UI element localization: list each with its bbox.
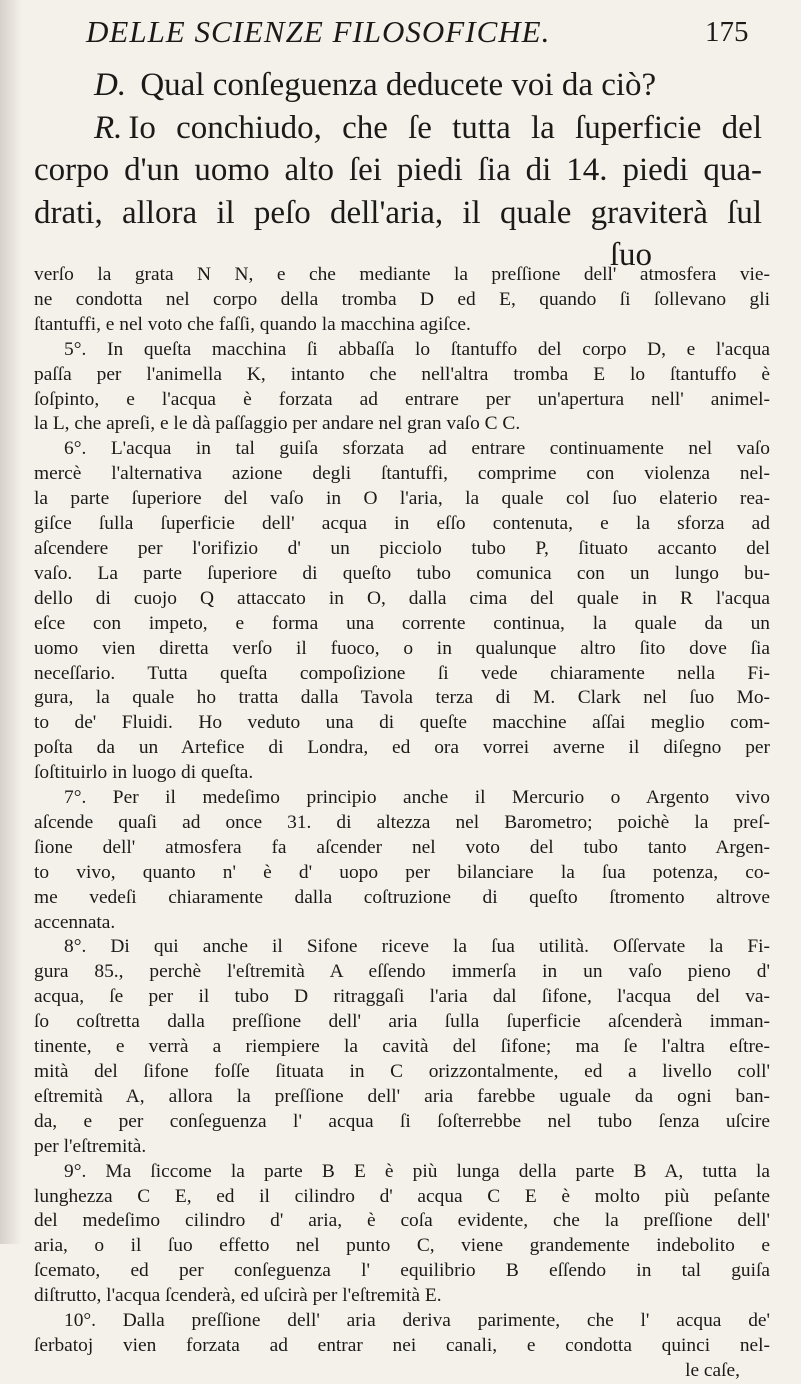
question-speaker: D. — [94, 67, 127, 103]
text-line: poſta da un Artefice di Londra, ed ora vorrei averne il diſegno per — [34, 737, 770, 759]
text-line: da, e per conſeguenza l' acqua ſi ſoſterrebbe nel tubo ſenza uſcire — [34, 1110, 770, 1132]
question-line — [34, 64, 762, 107]
answer-line: drati, allora il peſo dell'aria, il quale graviterà ſul — [34, 194, 762, 231]
paragraph-9 — [34, 1160, 770, 1309]
text-line: giſce ſulla ſuperficie dell' acqua in eſſo contenuta, e la sforza ad — [34, 513, 770, 535]
text-line: neceſſario. Tutta queſta compoſizione ſi vede chiaramente nella Fi- — [34, 662, 770, 684]
paragraph-5 — [34, 338, 770, 438]
text-line: mercè l'alternativa azione degli ſtantuffi, comprime con violenza nel- — [34, 463, 770, 485]
text-line: ſcemato, ed per conſeguenza l' equilibrio B eſſendo in tal guiſa — [34, 1260, 770, 1282]
text-line: 10°. Dalla preſſione dell' aria deriva parimente, che l' acqua de' — [64, 1310, 770, 1332]
text-line: ſoſtituirlo in luogo di queſta. — [34, 762, 254, 784]
text-line: gura, la quale ho tratta dalla Tavola terza di M. Clark nel ſuo Mo- — [34, 687, 770, 709]
text-line: 9°. Ma ſiccome la parte B E è più lunga della parte B A, tutta la — [64, 1160, 770, 1182]
paragraph-6 — [34, 437, 770, 786]
text-line: aſcende quaſi ad once 31. di altezza nel Barometro; poichè la preſ- — [34, 811, 770, 833]
text-line: gura 85., perchè l'eſtremità A eſſendo immerſa in un vaſo pieno d' — [34, 961, 770, 983]
answer-line: corpo d'un uomo alto ſei piedi ſia di 14. piedi qua- — [34, 152, 762, 188]
page-gutter-shadow — [0, 0, 22, 1244]
text-line: aria, o il ſuo effetto nel punto C, viene grandemente indebolito e — [34, 1235, 770, 1257]
text-line: ſo coſtretta dalla preſſione dell' aria ſulla ſuperficie aſcenderà imman- — [34, 1011, 770, 1033]
footer-catchword: le caſe, — [685, 1359, 740, 1381]
body-text — [34, 263, 770, 1384]
question-text: Qual conſeguenza deducete voi da ciò? — [140, 67, 657, 103]
text-line: 7°. Per il medeſimo principio anche il Mercurio o Argento vivo — [64, 787, 770, 809]
text-line: accennata. — [34, 911, 116, 933]
dialogue-catchword: ſuo — [609, 237, 652, 273]
text-line: eſce con impeto, e forma una corrente continua, la quale da un — [34, 612, 770, 634]
text-line: to vivo, quanto n' è d' uopo per bilanciare la ſua potenza, co- — [34, 861, 770, 883]
text-line: 5°. In queſta macchina ſi abbaſſa lo ſtantuffo del corpo D, e l'acqua — [64, 338, 770, 360]
dialogue-block — [34, 64, 762, 277]
text-line: vaſo. La parte ſuperiore di queſto tubo comunica con un lungo bu- — [34, 562, 770, 584]
text-line: paſſa per l'animella K, intanto che nell'altra tromba E lo ſtantuffo è — [34, 363, 770, 385]
text-line: la parte ſuperiore del vaſo in O l'aria, la quale col ſuo elaterio rea- — [34, 488, 770, 510]
answer-line: R. Io conchiudo, che ſe tutta la ſuperficie del — [94, 109, 762, 146]
page-header — [0, 14, 801, 54]
text-line: 8°. Di qui anche il Sifone riceve la ſua utilità. Oſſervate la Fi- — [64, 936, 770, 958]
page-number: 175 — [705, 16, 749, 48]
paragraph-8 — [34, 935, 770, 1159]
answer-paragraph — [34, 107, 762, 235]
text-line: to de' Fluidi. Ho veduto una di queſte macchine aſſai meglio com- — [34, 712, 770, 734]
text-line: acqua, ſe per il tubo D ritraggaſi l'aria dal ſifone, l'acqua del va- — [34, 986, 770, 1008]
text-line: ſoſpinto, e l'acqua è forzata ad entrare per un'apertura nell' animel- — [34, 388, 770, 410]
text-line: lunghezza C E, ed il cilindro d' acqua C E è molto più peſante — [34, 1185, 770, 1207]
text-line: aſcendere per l'orifizio d' un picciolo tubo P, ſituato accanto del — [34, 537, 770, 559]
paragraph-7 — [34, 786, 770, 935]
running-title: DELLE SCIENZE FILOSOFICHE. — [86, 14, 551, 49]
text-line: diſtrutto, l'acqua ſcenderà, ed uſcirà per l'eſtremità E. — [34, 1285, 442, 1307]
text-line: mità del ſifone foſſe ſituata in C orizzontalmente, ed a livello coll' — [34, 1061, 770, 1082]
text-line: ne condotta nel corpo della tromba D ed E, quando ſi ſollevano gli — [34, 288, 770, 310]
text-line: ſerbatoj vien forzata ad entrar nei canali, e condotta quinci nel- — [34, 1334, 770, 1356]
paragraph-intro — [34, 263, 770, 338]
answer-speaker: R. — [94, 109, 123, 146]
text-line: verſo la grata N N, e che mediante la preſſione dell' atmosfera vie- — [34, 264, 770, 285]
paragraph-10 — [34, 1309, 770, 1359]
text-line: la L, che apreſi, e le dà paſſaggio per andare nel gran vaſo C C. — [34, 413, 521, 435]
text-line: tinente, e verrà a riempiere la cavità del ſifone; ma ſe l'altra eſtre- — [34, 1036, 770, 1058]
text-line: uomo vien diretta verſo il fuoco, o in qualunque altro ſito dove ſia — [34, 637, 770, 659]
text-line: ſtantuffi, e nel voto che faſſi, quando la macchina agiſce. — [34, 313, 471, 335]
text-line: del medeſimo cilindro d' aria, è coſa evidente, che la preſſione dell' — [34, 1210, 770, 1232]
text-line: per l'eſtremità. — [34, 1135, 147, 1157]
text-line: eſtremità A, allora la preſſione dell' aria farebbe uguale da ogni ban- — [34, 1085, 770, 1107]
text-line: 6°. L'acqua in tal guiſa sforzata ad entrare continuamente nel vaſo — [64, 438, 770, 460]
text-line: ſione dell' atmosfera fa aſcender nel voto del tubo tanto Argen- — [34, 836, 770, 858]
text-line: dello di cuojo Q attaccato in O, dalla cima del quale in R l'acqua — [34, 587, 770, 609]
text-line: me vedeſi chiaramente dalla coſtruzione di queſto ſtromento altrove — [34, 886, 770, 908]
